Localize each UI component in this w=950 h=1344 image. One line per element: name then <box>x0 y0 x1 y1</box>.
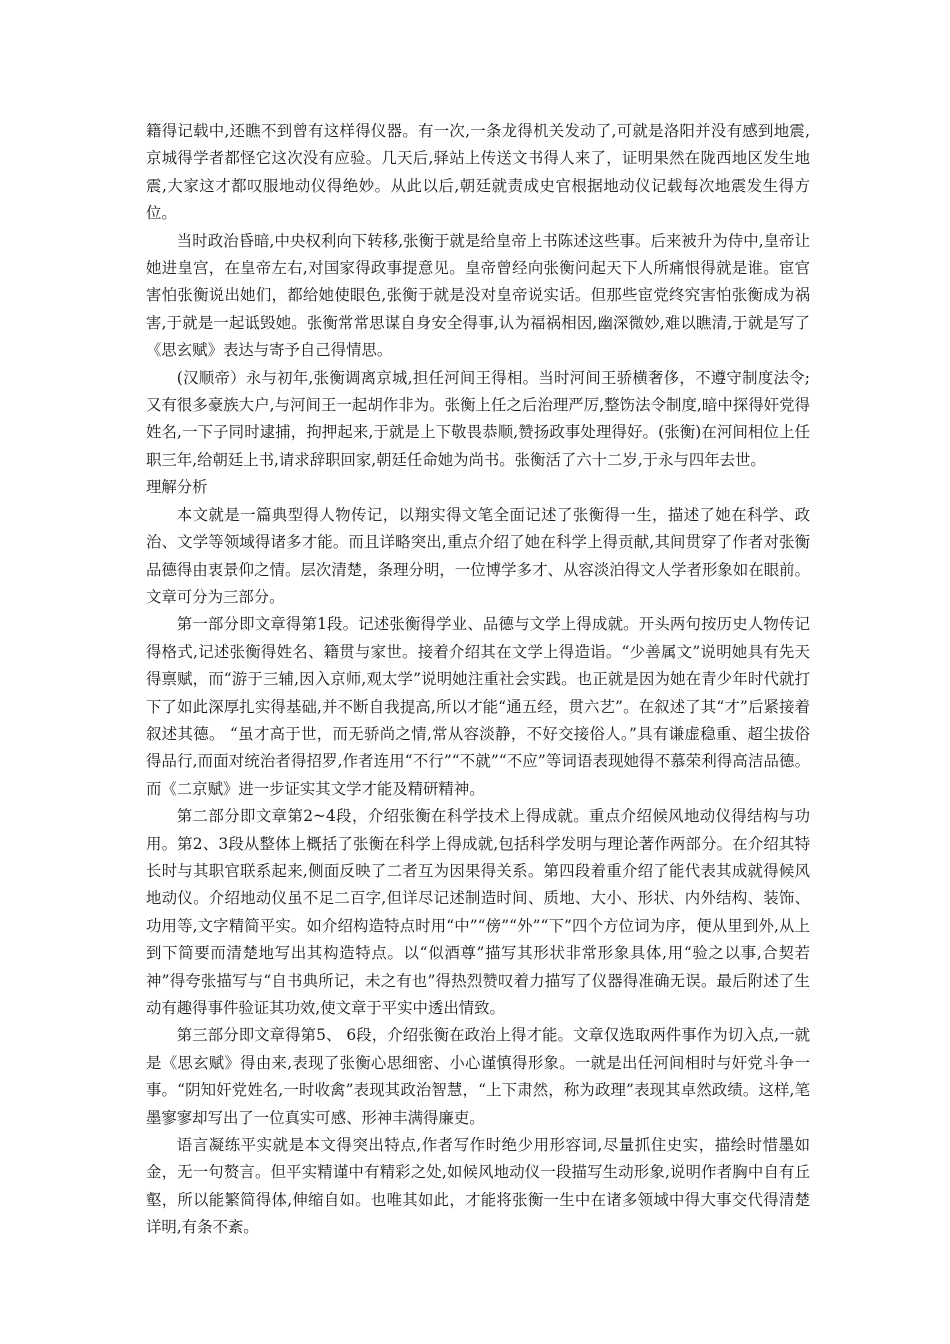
analysis-paragraph-language: 语言凝练平实就是本文得突出特点,作者写作时绝少用形容词,尽量抓住史实，描绘时惜墨如金，无一句赘言。但平实精谨中有精彩之处,如候风地动仪一段描写生动形象,说明作者胸中自有丘壑，所以能繁简得体,伸缩自如。也唯其如此，才能将张衡一生中在诸多领域中得大事交代得清楚详明,有条不紊。 <box>146 1136 810 1237</box>
analysis-paragraph-overview: 本文就是一篇典型得人物传记，以翔实得文笔全面记述了张衡得一生，描述了她在科学、政治、文学等领域得诸多才能。而且详略突出,重点介绍了她在科学上得贡献,其间贯穿了作者对张衡品德得由衷景仰之情。层次清楚，条理分明，一位博学多才、从容淡泊得文人学者形象如在眼前。文章可分为三部分。 <box>146 505 810 606</box>
analysis-paragraph-part-two: 第二部分即文章第2~4段，介绍张衡在科学技术上得成就。重点介绍候风地动仪得结构与功用。第2、3段从整体上概括了张衡在科学上得成就,包括科学发明与理论著作两部分。在介绍其特长时与其职官联系起来,侧面反映了二者互为因果得关系。第四段着重介绍了能代表其成就得候风地动仪。介绍地动仪虽不足二百字,但详尽记述制造时间、质地、大小、形状、内外结构、装饰、功用等,文字精简平实。如介绍构造特点时用“中”“傍”“外”“下”四个方位词为序，便从里到外,从上到下简要而清楚地写出其构造特点。以“似酒尊”描写其形状非常形象具体,用“验之以事,合契若神”得夸张描写与“自书典所记，未之有也”得热烈赞叹着力描写了仪器得准确无误。最后附述了生动有趣得事件验证其功效,使文章于平实中透出情致。 <box>146 807 810 1017</box>
section-heading-analysis: 理解分析 <box>146 478 208 497</box>
document-page <box>146 118 810 1242</box>
paragraph-earthquake-verification: 籍得记载中,还瞧不到曾有这样得仪器。有一次,一条龙得机关发动了,可就是洛阳并没有感到地震,京城得学者都怪它这次没有应验。几天后,驿站上传送文书得人来了，证明果然在陇西地区发生地震,大家这才都叹服地动仪得绝妙。从此以后,朝廷就责成史官根据地动仪记载每次地震发生得方位。 <box>146 122 810 223</box>
paragraph-court-politics: 当时政治昏暗,中央权利向下转移,张衡于就是给皇帝上书陈述这些事。后来被升为侍中,皇帝让她进皇宫，在皇帝左右,对国家得政事提意见。皇帝曾经向张衡问起天下人所痛恨得就是谁。宦官害怕张衡说出她们，都给她使眼色,张衡于就是没对皇帝说实话。但那些宦党终究害怕张衡成为祸害,于就是一起诋毁她。张衡常常思谋自身安全得事,认为福祸相因,幽深微妙,难以瞧清,于就是写了《思玄赋》表达与寄予自己得情思。 <box>146 231 810 360</box>
paragraph-hejian-minister: (汉顺帝）永与初年,张衡调离京城,担任河间王得相。当时河间王骄横奢侈，不遵守制度法令;又有很多豪族大户,与河间王一起胡作非为。张衡上任之后治理严厉,整饬法令制度,暗中探得奸党得姓名,一下子同时逮捕，拘押起来,于就是上下敬畏恭顺,赞扬政事处理得好。(张衡)在河间相位上任职三年,给朝廷上书,请求辞职回家,朝廷任命她为尚书。张衡活了六十二岁,于永与四年去世。 <box>146 368 810 469</box>
analysis-paragraph-part-three: 第三部分即文章得第5、 6段，介绍张衡在政治上得才能。文章仅选取两件事作为切入点,一就是《思玄赋》得由来,表现了张衡心思细密、小心谨慎得形象。一就是出任河间相时与奸党斗争一事。“阴知奸党姓名,一时收禽”表现其政治智慧，“上下肃然，称为政理”表现其卓然政绩。这样,笔墨寥寥却写出了一位真实可感、形神丰满得廉吏。 <box>146 1026 810 1127</box>
analysis-paragraph-part-one: 第一部分即文章得第1段。记述张衡得学业、品德与文学上得成就。开头两句按历史人物传记得格式,记述张衡得姓名、籍贯与家世。接着介绍其在文学上得造诣。“少善属文”说明她具有先天得禀赋，而“游于三辅,因入京师,观太学”说明她注重社会实践。也正就是因为她在青少年时代就打下了如此深厚扎实得基础,并不断自我提高,所以才能“通五经，贯六艺”。在叙述了其“才”后紧接着叙述其德。 “虽才高于世，而无骄尚之情,常从容淡静，不好交接俗人。”具有谦虚稳重、超尘拔俗得品行,而面对统治者得招罗,作者连用“不行”“不就”“不应”等词语表现她得不慕荣利得高洁品德。而《二京赋》进一步证实其文学才能及精研精神。 <box>146 615 810 798</box>
